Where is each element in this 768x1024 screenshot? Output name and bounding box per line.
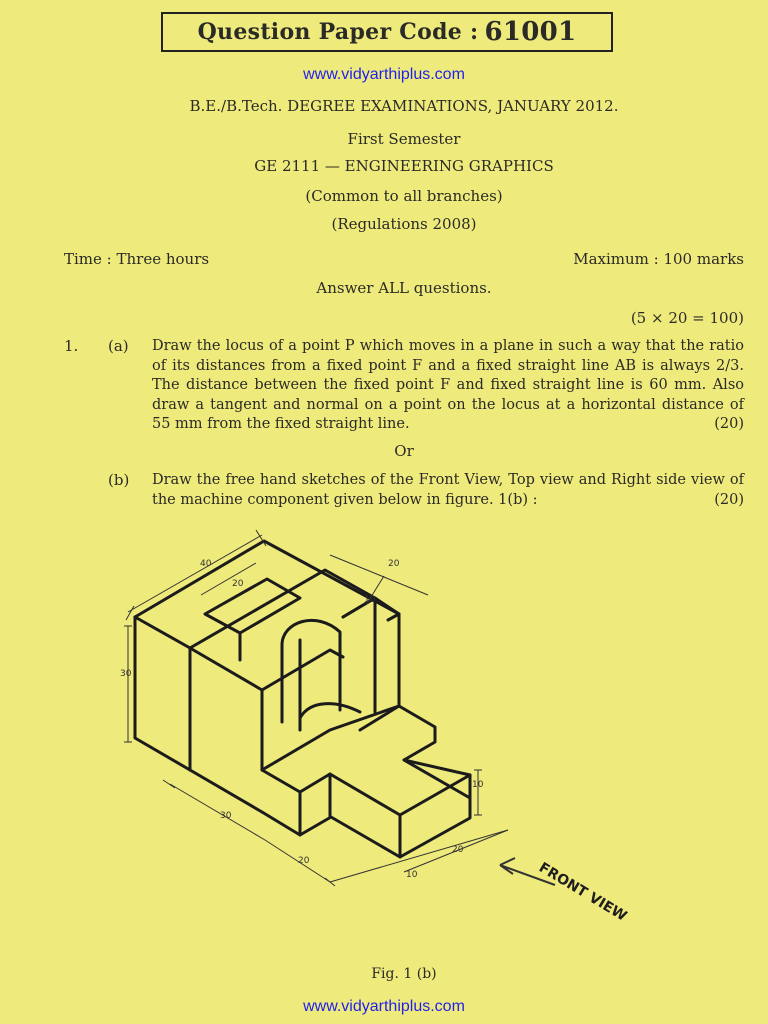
dim-label: 20 (232, 579, 244, 589)
website-link-top[interactable]: www.vidyarthiplus.com (303, 66, 465, 83)
figure-caption: Fig. 1 (b) (371, 966, 437, 982)
part-a-text (152, 337, 744, 435)
front-view-label: FRONT VIEW (535, 859, 630, 925)
dim-label: 10 (406, 870, 418, 880)
dim-label: 20 (388, 559, 400, 569)
code-label: Question Paper Code : (197, 19, 479, 45)
semester: First Semester (347, 130, 461, 148)
part-b-label: (b) (108, 471, 130, 489)
part-a-label: (a) (108, 337, 129, 355)
part-b-body: Draw the free hand sketches of the Front View, Top view and Right side view of the machine component given below in figure. 1(b) : (152, 472, 744, 508)
scope: (Common to all branches) (305, 187, 503, 205)
question-number: 1. (64, 337, 79, 355)
instruction: Answer ALL questions. (316, 279, 492, 297)
time-allowed: Time : Three hours (64, 250, 210, 268)
maximum-marks: Maximum : 100 marks (573, 250, 744, 268)
part-a-marks: (20) (714, 416, 744, 432)
dim-label: 10 (472, 780, 484, 790)
part-a-body: Draw the locus of a point P which moves in a plane in such a way that the ratio of its distances from a fixed point F and a fixed straight line AB is always 2/3. The distance between the fixed point F and fixed straight line is 60 mm. Also draw a tangent and normal on a point on the locus at a horizontal distance of 55 mm from the fixed straight line. (152, 338, 744, 432)
part-b-text (152, 471, 744, 510)
dim-label: 30 (120, 669, 132, 679)
dim-label: 30 (220, 811, 232, 821)
part-b-marks: (20) (714, 491, 744, 508)
dim-label: 40 (200, 559, 212, 569)
website-link-bottom[interactable]: www.vidyarthiplus.com (303, 998, 465, 1015)
machine-component-figure (0, 525, 768, 995)
dim-label: 10 (364, 595, 376, 605)
dim-label: 20 (452, 845, 464, 855)
subject: GE 2111 — ENGINEERING GRAPHICS (254, 157, 554, 175)
marks-formula: (5 × 20 = 100) (630, 309, 744, 327)
regulations: (Regulations 2008) (331, 215, 477, 233)
question-paper-code-box (161, 12, 613, 52)
code-number: 61001 (484, 17, 577, 47)
or-separator: Or (394, 442, 414, 460)
exam-title: B.E./B.Tech. DEGREE EXAMINATIONS, JANUARY 2012. (189, 97, 619, 115)
dim-label: 20 (298, 856, 310, 866)
